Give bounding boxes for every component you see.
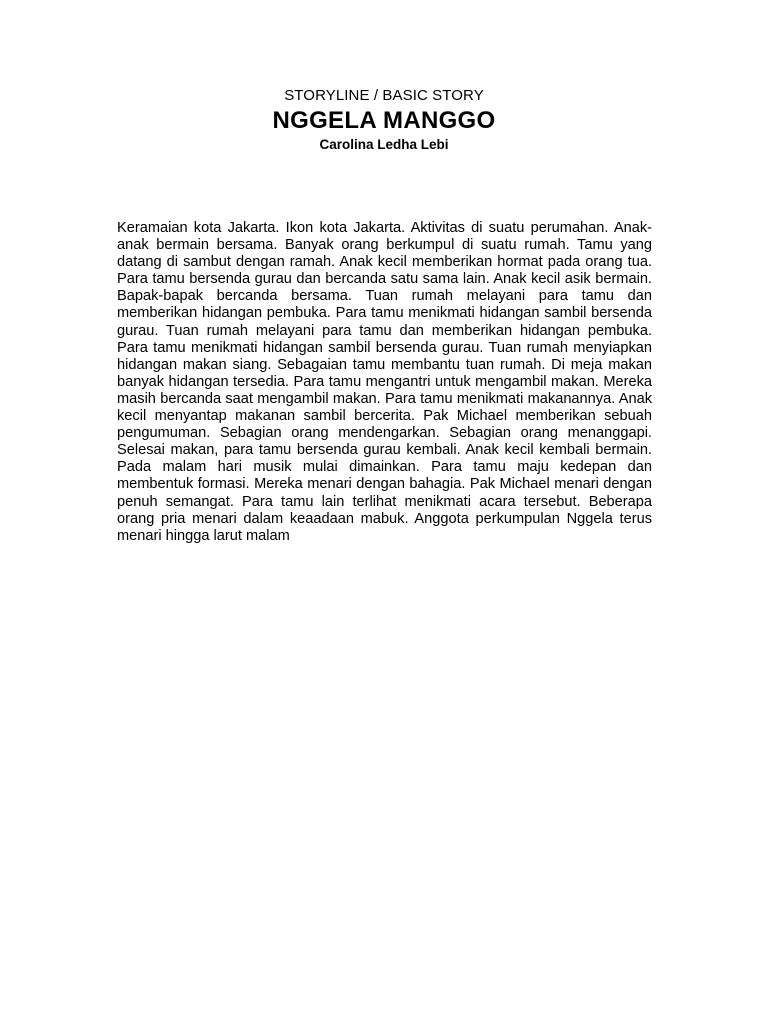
document-kicker: STORYLINE / BASIC STORY: [284, 87, 484, 104]
story-paragraph: Keramaian kota Jakarta. Ikon kota Jakarta. Aktivitas di suatu perumahan. Anak-anak bermain bersama. Banyak orang berkumpul di suatu rumah. Tamu yang datang di sambut dengan ramah. Anak kecil memberikan hormat pada orang tua. Para tamu bersenda gurau dan bercanda satu sama lain. Anak kecil asik bermain. Bapak-bapak bercanda bersama. Tuan rumah melayani para tamu dan memberikan hidangan pembuka. Para tamu menikmati hidangan sambil bersenda gurau. Tuan rumah melayani para tamu dan memberikan hidangan pembuka. Para tamu menikmati hidangan sambil bersenda gurau. Tuan rumah menyiapkan hidangan makan siang. Sebagaian tamu membantu tuan rumah. Di meja makan banyak hidangan tersedia. Para tamu mengantri untuk mengambil makan. Mereka masih bercanda saat mengambil makan. Para tamu menikmati makanannya. Anak kecil menyantap makanan sambil bercerita. Pak Michael memberikan sebuah pengumuman. Sebagian orang mendengarkan. Sebagian orang menanggapi. Selesai makan, para tamu bersenda gurau kembali. Anak kecil kembali bermain. Pada malam hari musik mulai dimainkan. Para tamu maju kedepan dan membentuk formasi. Mereka menari dengan bahagia. Pak Michael menari dengan penuh semangat. Para tamu lain terlihat menikmati acara tersebut. Beberapa orang pria menari dalam keaadaan mabuk. Anggota perkumpulan Nggela terus menari hingga larut malam: [117, 220, 652, 544]
document-header: [0, 87, 768, 153]
document-title: NGGELA MANGGO: [272, 107, 496, 134]
document-author: Carolina Ledha Lebi: [319, 137, 449, 152]
